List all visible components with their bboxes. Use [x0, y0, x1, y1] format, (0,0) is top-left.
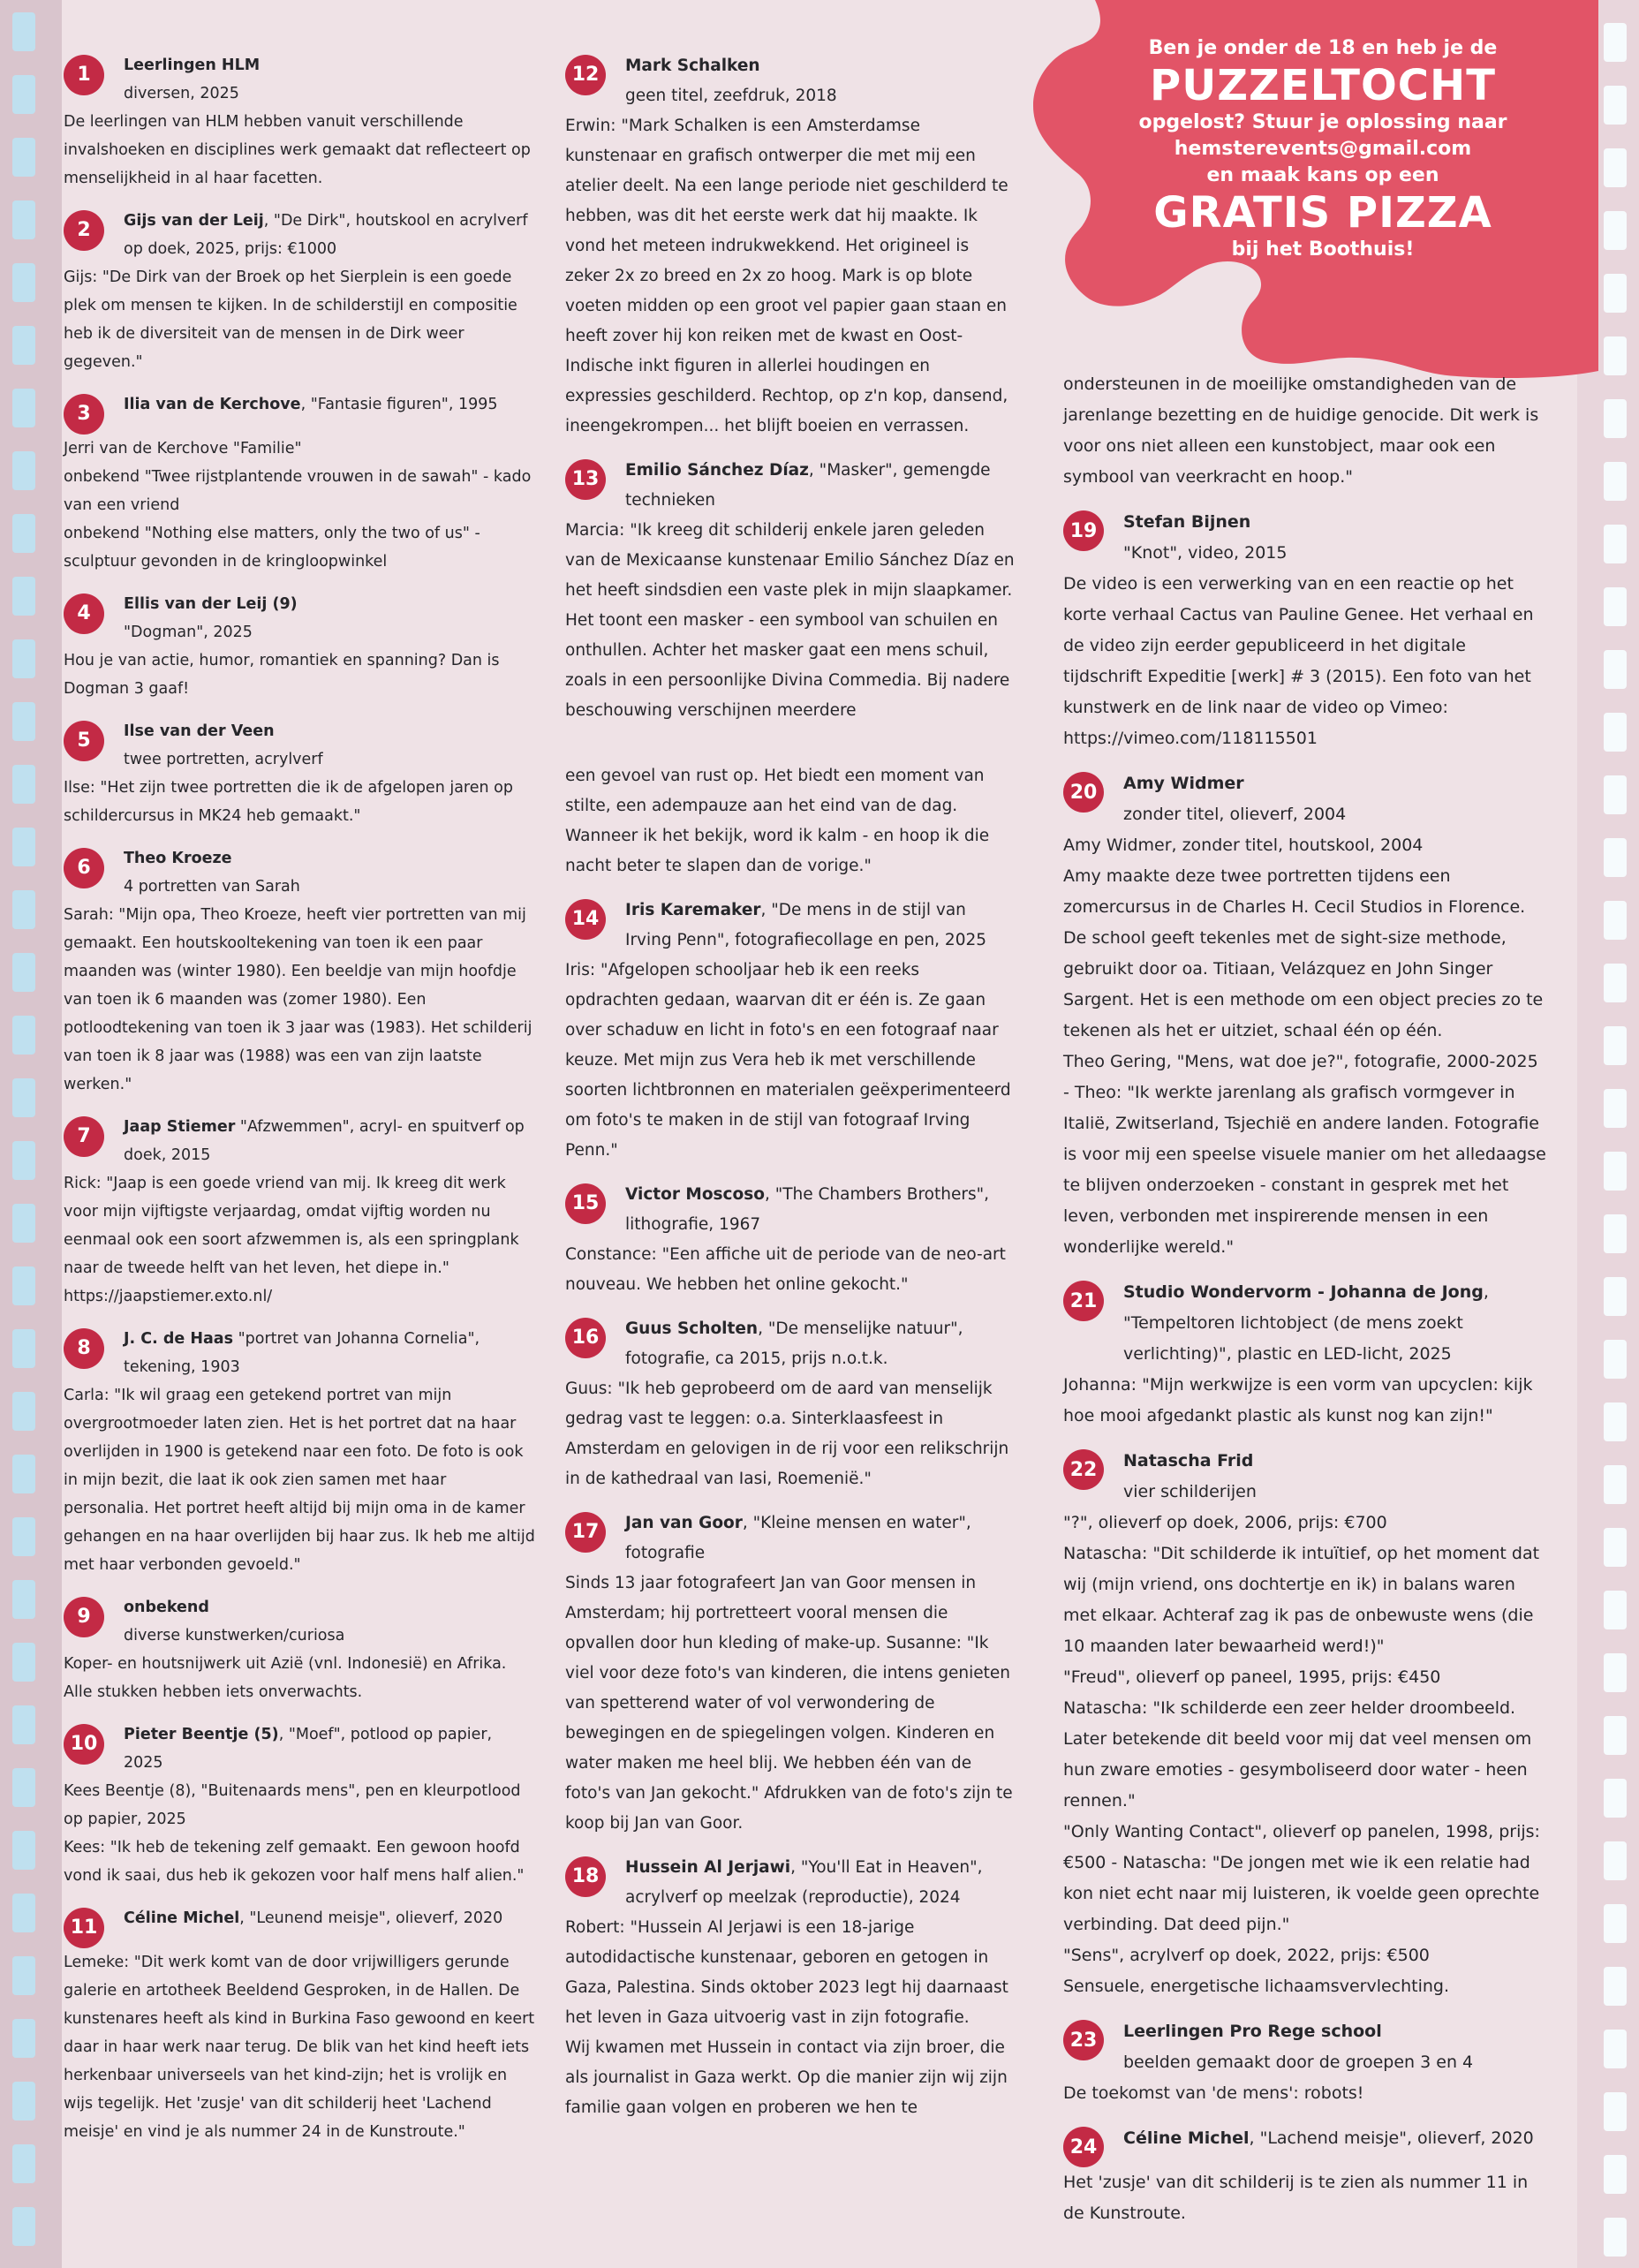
film-hole — [12, 451, 35, 490]
entry-heading — [124, 1113, 536, 1169]
entry-header — [1063, 1446, 1549, 1508]
entry-24 — [1054, 2123, 1549, 2229]
entry-number-badge: 2 — [64, 210, 104, 251]
film-hole — [12, 1141, 35, 1180]
artwork-description: zonder titel, olieverf, 2004 — [1123, 805, 1347, 824]
film-hole — [12, 1831, 35, 1870]
film-hole — [12, 1956, 35, 1995]
entry-number-badge: 11 — [64, 1908, 104, 1948]
spacer — [556, 442, 1016, 456]
entry-22 — [1054, 1446, 1549, 2002]
spacer — [1054, 1263, 1549, 1277]
spacer — [55, 1311, 536, 1325]
artwork-title: , "De Dirk", houtskool en acrylverf op doek, 2025, prijs: €1000 — [124, 212, 528, 258]
entry-body-text: ondersteunen in de moeilijke omstandigheden van de jarenlange bezetting en de huidige genocide. Dit werk is voor ons niet alleen een kunstobject, maar ook een symbool van veerkracht en hoop." — [1063, 374, 1539, 487]
column-2 — [556, 51, 1016, 2123]
entry-heading — [124, 390, 536, 419]
artist-name: onbekend — [124, 1599, 209, 1616]
artwork-description: diversen, 2025 — [124, 85, 239, 102]
artwork-title: , "Lachend meisje", olieverf, 2020 — [1249, 2128, 1534, 2148]
entry-header — [565, 896, 1016, 956]
promo-email[interactable]: hemsterevents@gmail.com — [1174, 138, 1472, 160]
film-hole — [1604, 1277, 1627, 1316]
artist-name: Studio Wondervorm - Johanna de Jong — [1123, 1282, 1484, 1302]
spacer — [1054, 1432, 1549, 1446]
artwork-title: , "De mens in de stijl van Irving Penn", fotografiecollage en pen, 2025 — [625, 901, 987, 949]
entry-header — [64, 51, 536, 108]
film-hole — [1604, 964, 1627, 1002]
spacer — [1054, 754, 1549, 768]
entry-header — [1063, 507, 1549, 569]
artwork-description: vier schilderijen — [1123, 1482, 1257, 1501]
entry-number-badge: 13 — [565, 459, 606, 500]
spacer — [556, 726, 1016, 761]
film-hole — [12, 1580, 35, 1619]
spacer — [556, 1494, 1016, 1508]
entry-5 — [55, 717, 536, 830]
entry-16 — [556, 1314, 1016, 1494]
entry-body-text: Marcia: "Ik kreeg dit schilderij enkele jaren geleden van de Mexicaanse kunstenaar Emilio Sánchez Díaz en het heeft sindsdien een vaste plek in mijn slaapkamer. Het toont een masker - een symbool van schuilen en onthullen. Achter het masker gaat een mens schuil, zoals in een persoonlijke Divina Commedia. Bij nadere beschouwing verschijnen meerdere — [565, 521, 1015, 720]
entry-body-text: Rick: "Jaap is een goede vriend van mij. Ik kreeg dit werk voor mijn vijftigste verjaardag, omdat vijftig worden nu eenmaal ook een soort afzwemmen is, als een springplank naar de tweede helft van het leven, het diepe in." https://jaapstiemer.exto.nl/ — [64, 1175, 519, 1305]
film-hole — [12, 1517, 35, 1556]
entry-body-text: Carla: "Ik wil graag een getekend portret van mijn overgrootmoeder laten zien. Het is het portret dat na haar overlijden in 1900 is getekend naar een foto. De foto is ook in mijn bezit, die laat ik ook zien samen met haar personalia. Het portret heeft altijd bij mijn oma in de kamer gehangen en na haar overlijden bij haar zus. Ik heb me altijd met haar verbonden gevoeld." — [64, 1387, 535, 1574]
entry-header — [64, 1325, 536, 1381]
film-hole — [1604, 1591, 1627, 1629]
film-hole — [1604, 587, 1627, 626]
entry-14 — [556, 896, 1016, 1166]
entry-body-text: Lemeke: "Dit werk komt van de door vrijwilligers gerunde galerie en artotheek Beeldend Gesproken, in de Hallen. De kunstenares heeft als kind in Burkina Faso gewoond en keert daar in haar werk naar terug. De blik van het kind heeft iets herkenbaar universeels van het kind-zijn; het is vrolijk en wijs tegelijk. Het 'zusje' van dit schilderij heet 'Lachend meisje' en vind je als nummer 24 in de Kunstroute." — [64, 1954, 535, 2141]
entry-body-text: "?", olieverf op doek, 2006, prijs: €700 Natascha: "Dit schilderde ik intuïtief, op het moment dat wij (mijn vriend, ons dochtertje en ik) in balans waren met elkaar. Achteraf zag ik pas de onbewuste wens (die 10 maanden later bewaarheid werd!)" "Freud", olieverf op paneel, 1995, prijs: €450 Natascha: "Ik schilderde een zeer helder droombeeld. Later betekende dit beeld voor mij dat veel mensen om hun zware emoties - gesymboliseerd door water - heen rennen." "Only Wanting Contact", olieverf op panelen, 1998, prijs: €500 - Natascha: "De jongen met wie ik een relatie had kon niet echt naar mij luisteren, ik voelde geen oprechte verbinding. Dat deed pijn." "Sens", acrylverf op doek, 2022, prijs: €500 Sensuele, energetische lichaamsvervlechting. — [1063, 1513, 1540, 1996]
entry-15 — [556, 1180, 1016, 1300]
film-hole — [1604, 148, 1627, 187]
entry-heading — [124, 590, 536, 646]
entry-number-badge: 8 — [64, 1328, 104, 1369]
entry-23 — [1054, 2016, 1549, 2109]
spacer — [1054, 2109, 1549, 2123]
entry-heading — [625, 51, 1016, 111]
entry-number-badge: 16 — [565, 1318, 606, 1358]
promo-line-3: en maak kans op een — [1206, 164, 1439, 186]
promo-title: PUZZELTOCHT — [1150, 61, 1496, 110]
entry-heading — [124, 1325, 536, 1381]
entry-number-badge: 15 — [565, 1183, 606, 1224]
film-hole — [1604, 86, 1627, 125]
artwork-title: "portret van Johanna Cornelia", tekening, 1903 — [124, 1330, 480, 1376]
spacer — [55, 576, 536, 590]
entry-header — [64, 717, 536, 774]
entry-heading — [1123, 1446, 1549, 1508]
artist-name: Amy Widmer — [1123, 774, 1244, 793]
artist-name: Leerlingen HLM — [124, 57, 261, 74]
artwork-title: , "Leunend meisje", olieverf, 2020 — [239, 1909, 503, 1927]
artwork-description: beelden gemaakt door de groepen 3 en 4 — [1123, 2053, 1474, 2072]
film-hole — [1604, 713, 1627, 752]
artist-name: Emilio Sánchez Díaz — [625, 461, 809, 480]
artwork-title: , "De menselijke natuur", fotografie, ca 2015, prijs n.o.t.k. — [625, 1319, 963, 1368]
film-hole — [1604, 1402, 1627, 1441]
spacer — [55, 376, 536, 390]
film-hole — [1604, 2030, 1627, 2068]
spacer — [55, 703, 536, 717]
entry-body-text: De toekomst van 'de mens': robots! — [1063, 2083, 1364, 2103]
promo-line-4: bij het Boothuis! — [1231, 238, 1415, 261]
artist-name: Leerlingen Pro Rege school — [1123, 2022, 1382, 2041]
film-hole — [1604, 1465, 1627, 1504]
artwork-title: , "Kleine mensen en water", fotografie — [625, 1514, 971, 1562]
entry-heading — [625, 1180, 1016, 1240]
entry-heading — [625, 456, 1016, 516]
entry-3 — [55, 390, 536, 576]
artwork-description: 4 portretten van Sarah — [124, 878, 300, 896]
entry-header — [565, 1508, 1016, 1569]
film-hole — [1604, 1904, 1627, 1943]
entry-header — [1063, 1277, 1549, 1370]
entry-4 — [55, 590, 536, 703]
spacer — [556, 1839, 1016, 1853]
artist-name: Pieter Beentje (5) — [124, 1726, 279, 1743]
entry-number-badge: 19 — [1063, 510, 1104, 551]
artwork-description: diverse kunstwerken/curiosa — [124, 1627, 345, 1644]
film-hole — [1604, 1841, 1627, 1880]
artist-name: Céline Michel — [124, 1909, 240, 1927]
film-hole — [1604, 1716, 1627, 1755]
entry-header — [1063, 768, 1549, 830]
film-hole — [1604, 901, 1627, 940]
film-hole — [1604, 399, 1627, 438]
film-hole — [12, 2207, 35, 2246]
entry-number-badge: 5 — [64, 721, 104, 761]
artwork-description: geen titel, zeefdruk, 2018 — [625, 87, 837, 105]
spacer — [55, 1099, 536, 1113]
entry-8 — [55, 1325, 536, 1579]
entry-header — [64, 1904, 536, 1948]
entry-number-badge: 18 — [565, 1856, 606, 1897]
artist-name: Ilse van der Veen — [124, 722, 275, 740]
entry-body-text: Koper- en houtsnijwerk uit Azië (vnl. Indonesië) en Afrika. Alle stukken hebben iets onverwachts. — [64, 1655, 507, 1701]
entry-body-text: Erwin: "Mark Schalken is een Amsterdamse kunstenaar en grafisch ontwerper die met mij een atelier deelt. Na een lange periode niet geschilderd te hebben, was dit het eerste werk dat hij maakte. Ik vond het meteen indrukwekkend. Het origineel is zeker 2x zo breed en 2x zo hoog. Mark is op blote voeten midden op een groot vel papier gaan staan en heeft zover hij kon reiken met de kwast en Oost-Indische inkt figuren in allerlei houdingen en expressies geschilderd. Rechtop, op z'n kop, dansend, ineengekrompen... het blijft boeien en verrassen. — [565, 117, 1008, 435]
entry-number-badge: 22 — [1063, 1449, 1104, 1490]
entry-number-badge: 17 — [565, 1512, 606, 1553]
entry-number-badge: 3 — [64, 394, 104, 435]
film-hole — [12, 1204, 35, 1243]
film-hole — [1604, 525, 1627, 563]
film-hole — [1604, 1967, 1627, 2006]
spacer — [1054, 493, 1549, 507]
artist-name: Stefan Bijnen — [1123, 512, 1251, 532]
film-hole — [12, 1705, 35, 1744]
artwork-title: , "You'll Eat in Heaven", acrylverf op meelzak (reproductie), 2024 — [625, 1858, 983, 1907]
film-hole — [1604, 336, 1627, 375]
film-hole — [1604, 1214, 1627, 1253]
entry-body-text: Sarah: "Mijn opa, Theo Kroeze, heeft vier portretten van mij gemaakt. Een houtskooltekening van toen ik een paar maanden was (winter 1980). Een beeldje van mijn hoofdje van toen ik 6 maanden was (zomer 1980). Een potloodtekening van toen ik 3 jaar was (1983). Het schilderij van toen ik 8 jaar was (1988) was een van zijn laatste werken." — [64, 906, 532, 1093]
entry-number-badge: 12 — [565, 55, 606, 95]
entry-body-text: Kees Beentje (8), "Buitenaards mens", pen en kleurpotlood op papier, 2025 Kees: "Ik heb de tekening zelf gemaakt. Een gewoon hoofd vond ik saai, dus heb ik gekozen voor half mens half alien." — [64, 1782, 525, 1885]
entry-body-text: Hou je van actie, humor, romantiek en spanning? Dan is Dogman 3 gaaf! — [64, 652, 500, 698]
entry-heading — [124, 1593, 536, 1650]
entry-10 — [55, 1720, 536, 1890]
entry-header — [1063, 2016, 1549, 2078]
entry-12 — [556, 51, 1016, 442]
entry-continuation — [556, 761, 1016, 881]
entry-number-badge: 24 — [1063, 2127, 1104, 2167]
entry-header — [1063, 2123, 1549, 2167]
entry-header — [64, 390, 536, 435]
artwork-description: "Dogman", 2025 — [124, 624, 253, 641]
film-hole — [12, 702, 35, 741]
artwork-title: , "Moef", potlood op papier, 2025 — [124, 1726, 493, 1772]
spacer — [556, 1166, 1016, 1180]
artist-name: Natascha Frid — [1123, 1451, 1254, 1470]
column-1 — [55, 51, 536, 2146]
entry-heading — [1123, 1277, 1549, 1370]
entry-body-text: Johanna: "Mijn werkwijze is een vorm van upcyclen: kijk hoe mooi afgedankt plastic als kunst nog kan zijn!" — [1063, 1375, 1533, 1425]
film-hole — [12, 2144, 35, 2183]
spacer — [55, 830, 536, 844]
film-hole — [1604, 2218, 1627, 2257]
entry-heading — [124, 51, 536, 108]
film-hole — [12, 138, 35, 177]
film-hole — [1604, 1152, 1627, 1191]
entry-heading — [625, 1853, 1016, 1913]
spacer — [55, 193, 536, 207]
promo-prize: GRATIS PIZZA — [1153, 188, 1492, 238]
artist-name: Jan van Goor — [625, 1514, 743, 1532]
artist-name: Ellis van der Leij (9) — [124, 595, 298, 613]
entry-heading — [124, 207, 536, 263]
entry-6 — [55, 844, 536, 1099]
film-hole — [12, 1455, 35, 1493]
entry-header — [64, 1593, 536, 1650]
artist-name: Guus Scholten — [625, 1319, 759, 1338]
film-hole — [12, 890, 35, 929]
film-hole — [12, 765, 35, 804]
film-hole — [1604, 775, 1627, 814]
film-hole — [12, 639, 35, 678]
entry-header — [64, 1113, 536, 1169]
entry-2 — [55, 207, 536, 376]
entry-body-text: Ilse: "Het zijn twee portretten die ik de afgelopen jaren op schildercursus in MK24 heb gemaakt." — [64, 779, 513, 825]
entry-heading — [124, 1904, 536, 1932]
film-hole — [12, 1078, 35, 1117]
entry-heading — [124, 1720, 536, 1777]
entry-heading — [1123, 768, 1549, 830]
artist-name: Hussein Al Jerjawi — [625, 1858, 791, 1877]
entry-18 — [556, 1853, 1016, 2123]
entry-20 — [1054, 768, 1549, 1263]
entry-number-badge: 1 — [64, 55, 104, 95]
film-hole — [1604, 2092, 1627, 2131]
entry-number-badge: 20 — [1063, 772, 1104, 813]
entry-header — [565, 1314, 1016, 1374]
entry-number-badge: 9 — [64, 1597, 104, 1637]
film-hole — [12, 828, 35, 866]
film-hole — [12, 1329, 35, 1368]
entry-header — [565, 1180, 1016, 1240]
film-hole — [12, 389, 35, 427]
artwork-title: "Afzwemmen", acryl- en spuitverf op doek, 2015 — [124, 1118, 525, 1164]
film-hole — [1604, 274, 1627, 313]
film-hole — [1604, 1653, 1627, 1692]
film-hole — [12, 263, 35, 302]
film-hole — [1604, 462, 1627, 501]
entry-heading — [625, 1508, 1016, 1569]
spacer — [1054, 2002, 1549, 2016]
film-hole — [1604, 838, 1627, 877]
film-hole — [1604, 1528, 1627, 1567]
film-hole — [1604, 1779, 1627, 1818]
artwork-title: , "Masker", gemengde technieken — [625, 461, 991, 510]
film-hole — [12, 514, 35, 553]
spacer — [55, 1890, 536, 1904]
entry-heading — [124, 717, 536, 774]
film-hole — [12, 953, 35, 992]
entry-heading — [1123, 2123, 1549, 2154]
film-hole — [12, 1392, 35, 1431]
entry-header — [565, 1853, 1016, 1913]
artwork-title: , "Tempeltoren lichtobject (de mens zoekt verlichting)", plastic en LED-licht, 2025 — [1123, 1282, 1489, 1364]
entry-body-text: Gijs: "De Dirk van der Broek op het Sierplein is een goede plek om mensen te kijken. In de schilderstijl en compositie heb ik de diversiteit van de mensen in de Dirk weer gegeven." — [64, 268, 517, 371]
film-hole — [1604, 23, 1627, 62]
entry-header — [64, 1720, 536, 1777]
film-hole — [1604, 1026, 1627, 1065]
entry-1 — [55, 51, 536, 193]
artist-name: Céline Michel — [1123, 2128, 1250, 2148]
film-hole — [12, 1643, 35, 1682]
entry-heading — [124, 844, 536, 901]
entry-header — [565, 51, 1016, 111]
entry-heading — [1123, 2016, 1549, 2078]
spacer — [55, 1706, 536, 1720]
film-hole — [1604, 650, 1627, 689]
entry-body-text: Iris: "Afgelopen schooljaar heb ik een reeks opdrachten gedaan, waarvan dit er één is. Ze gaan over schaduw en licht in foto's en een fotograaf naar keuze. Met mijn zus Vera heb ik met verschillende soorten lichtbronnen en materialen geëxperimenteerd om foto's te maken in de stijl van fotograaf Irving Penn." — [565, 961, 1011, 1160]
artist-name: Mark Schalken — [625, 57, 760, 75]
entry-body-text: Sinds 13 jaar fotografeert Jan van Goor mensen in Amsterdam; hij portretteert vooral mensen die opvallen door hun kleding of make-up. Susanne: "Ik viel voor deze foto's van kinderen, die intens genieten van spetterend water of vol verwondering de bewegingen en de spiegelingen volgen. Kinderen en water maken me heel blij. We hebben één van de foto's van Jan gekocht." Afdrukken van de foto's zijn te koop bij Jan van Goor. — [565, 1574, 1013, 1833]
entry-body-text: Jerri van de Kerchove "Familie" onbekend "Twee rijstplantende vrouwen in de sawah" - kado van een vriend onbekend "Nothing else matters, only the two of us" - sculptuur gevonden in de kringloopwinkel — [64, 440, 532, 571]
film-hole — [1604, 211, 1627, 250]
entry-body-text: Het 'zusje' van dit schilderij is te zien als nummer 11 in de Kunstroute. — [1063, 2173, 1529, 2223]
artwork-description: "Knot", video, 2015 — [1123, 543, 1288, 563]
film-hole — [12, 326, 35, 365]
entry-body-text: De leerlingen van HLM hebben vanuit verschillende invalshoeken en disciplines werk gemaakt dat reflecteert op menselijkheid in al haar facetten. — [64, 113, 531, 187]
entry-heading — [625, 896, 1016, 956]
artist-name: Ilia van de Kerchove — [124, 396, 301, 413]
entry-17 — [556, 1508, 1016, 1839]
entry-heading — [625, 1314, 1016, 1374]
entry-header — [64, 590, 536, 646]
entry-body-text: Robert: "Hussein Al Jerjawi is een 18-jarige autodidactische kunstenaar, geboren en getogen in Gaza, Palestina. Sinds oktober 2023 legt hij daarnaast het leven in Gaza uitvoerig vast in zijn fotografie. Wij kwamen met Hussein in contact via zijn broer, die als journalist in Gaza werkt. Op die manier zijn wij zijn familie gaan volgen en proberen we hen te — [565, 1918, 1008, 2117]
promo-line-1: Ben je onder de 18 en heb je de — [1148, 37, 1498, 59]
promo-line-2: opgelost? Stuur je oplossing naar — [1138, 111, 1507, 133]
film-hole — [12, 2082, 35, 2121]
artist-name: Theo Kroeze — [124, 850, 232, 867]
spacer — [556, 1300, 1016, 1314]
film-hole — [12, 12, 35, 51]
spacer — [556, 881, 1016, 896]
entry-continuation — [1054, 369, 1549, 493]
film-hole — [1604, 2155, 1627, 2194]
entry-body-text: Constance: "Een affiche uit de periode van de neo-art nouveau. We hebben het online gekocht." — [565, 1245, 1006, 1294]
entry-body-text: Guus: "Ik heb geprobeerd om de aard van menselijk gedrag vast te leggen: o.a. Sinterklaasfeest in Amsterdam en gelovigen in de rij voor een relikschrijn in de kathedraal van Iasi, Roemenië." — [565, 1380, 1009, 1488]
artwork-title: , "Fantasie figuren", 1995 — [300, 396, 498, 413]
entry-number-badge: 21 — [1063, 1281, 1104, 1321]
artist-name: Gijs van der Leij — [124, 212, 264, 230]
entry-number-badge: 14 — [565, 899, 606, 940]
entry-body-text: een gevoel van rust op. Het biedt een moment van stilte, een adempauze aan het eind van de dag. Wanneer ik het bekijk, word ik kalm - en hoop ik die nacht beter te slapen dan de vorige." — [565, 767, 990, 875]
entry-19 — [1054, 507, 1549, 754]
film-hole — [12, 1016, 35, 1055]
film-hole — [12, 577, 35, 616]
column-3 — [1054, 369, 1549, 2229]
entry-number-badge: 23 — [1063, 2020, 1104, 2060]
entry-body-text: De video is een verwerking van en een reactie op het korte verhaal Cactus van Pauline Genee. Het verhaal en de video zijn eerder gepubliceerd in het digitale tijdschrift Expeditie [werk] # 3 (2015). Een foto van het kunstwerk en de link naar de video op Vimeo: https://vimeo.com/118115501 — [1063, 574, 1534, 748]
filmstrip-left — [0, 0, 62, 2268]
film-hole — [12, 2019, 35, 2058]
entry-13 — [556, 456, 1016, 726]
entry-header — [64, 207, 536, 263]
entry-21 — [1054, 1277, 1549, 1432]
entry-11 — [55, 1904, 536, 2146]
film-hole — [12, 1894, 35, 1932]
entry-number-badge: 7 — [64, 1116, 104, 1157]
film-hole — [12, 75, 35, 114]
entry-number-badge: 4 — [64, 593, 104, 634]
puzzle-promo — [1093, 35, 1552, 263]
entry-header — [565, 456, 1016, 516]
entry-9 — [55, 1593, 536, 1706]
entry-header — [64, 844, 536, 901]
entry-number-badge: 10 — [64, 1724, 104, 1765]
entry-heading — [1123, 507, 1549, 569]
entry-body-text: Amy Widmer, zonder titel, houtskool, 2004 Amy maakte deze twee portretten tijdens een zomercursus in de Charles H. Cecil Studios in Florence. De school geeft tekenles met de sight-size methode, gebruikt door oa. Titiaan, Velázquez en John Singer Sargent. Het is een methode om een object precies zo te tekenen als het er uitziet, schaal één op één. Theo Gering, "Mens, wat doe je?", fotografie, 2000-2025 - Theo: "Ik werkte jarenlang als grafisch vormgever in Italië, Zwitserland, Tsjechië en andere landen. Fotografie is voor mij een speelse visuele manier om het alledaagse te blijven onderzoeken - constant in gesprek met het leven, verbonden met inspirerende mensen in een wonderlijke wereld." — [1063, 835, 1546, 1257]
artist-name: Jaap Stiemer — [124, 1118, 236, 1136]
film-hole — [12, 1768, 35, 1807]
spacer — [55, 1579, 536, 1593]
artist-name: J. C. de Haas — [124, 1330, 234, 1348]
artwork-description: twee portretten, acrylverf — [124, 751, 323, 768]
film-hole — [1604, 1089, 1627, 1128]
artist-name: Victor Moscoso — [625, 1185, 765, 1204]
film-hole — [1604, 1340, 1627, 1379]
artwork-title: , "The Chambers Brothers", lithografie, 1967 — [625, 1185, 989, 1234]
film-hole — [12, 200, 35, 239]
entry-number-badge: 6 — [64, 848, 104, 888]
artist-name: Iris Karemaker — [625, 901, 761, 919]
film-hole — [12, 1266, 35, 1305]
entry-7 — [55, 1113, 536, 1311]
